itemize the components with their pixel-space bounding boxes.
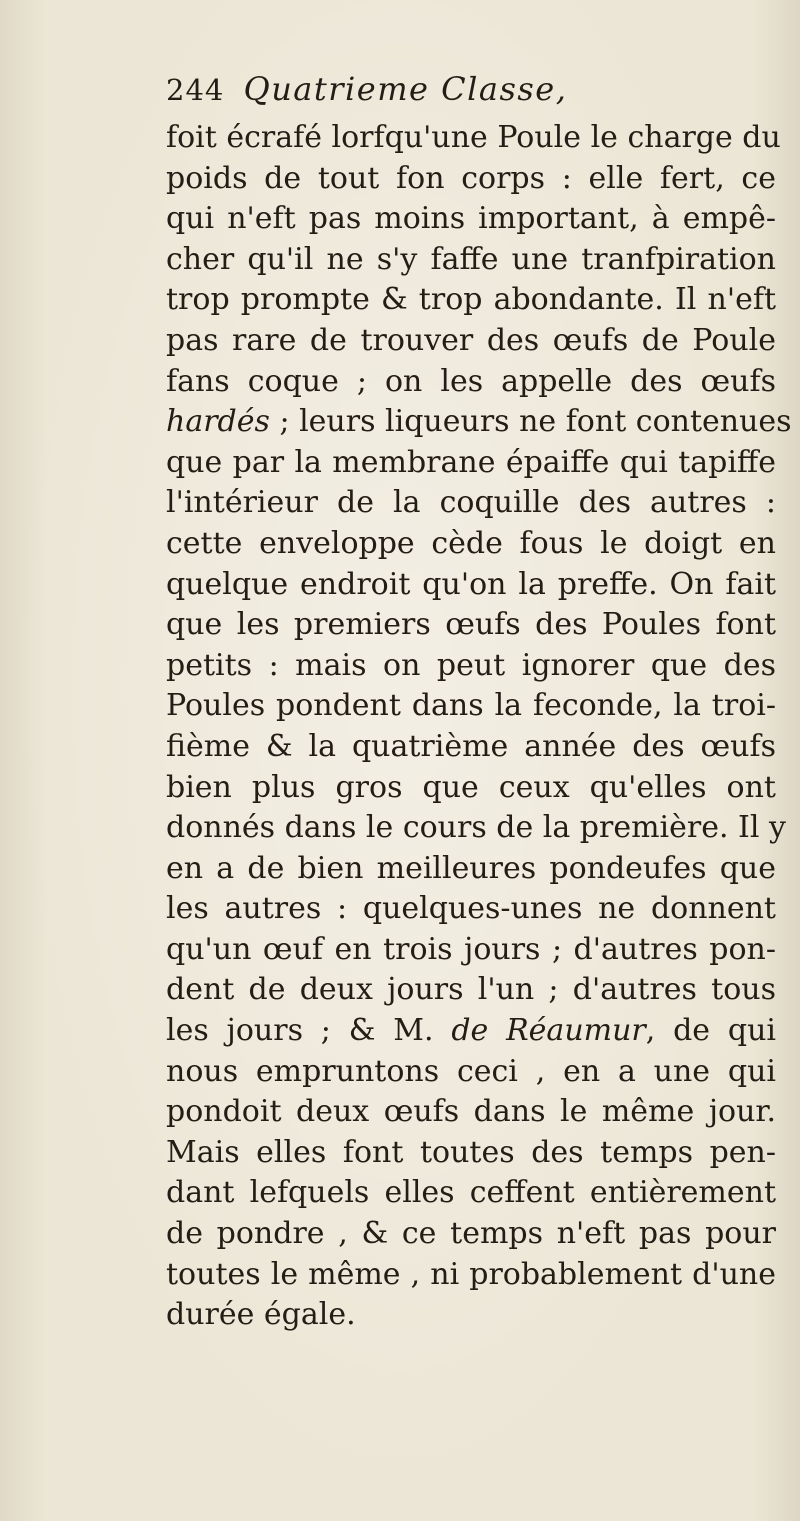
page-number: 244 bbox=[166, 73, 225, 107]
text-line: fans coque ; on les appelle des œufs bbox=[166, 363, 776, 399]
text-line: fième & la quatrième année des œufs bbox=[166, 728, 776, 764]
text-line: durée égale. bbox=[166, 1297, 356, 1333]
text-line: poids de tout fon corps : elle fert, ce bbox=[166, 160, 776, 196]
text-line: les jours ; & M. de Réaumur, de qui bbox=[166, 1013, 776, 1049]
text-line: qu'un œuf en trois jours ; d'autres pon- bbox=[166, 931, 776, 967]
text-line: en a de bien meilleures pondeufes que bbox=[166, 850, 776, 886]
text-line: pondoit deux œufs dans le même jour. bbox=[166, 1094, 776, 1130]
page-header bbox=[166, 70, 766, 112]
text-line: quelque endroit qu'on la preffe. On fait bbox=[166, 566, 776, 602]
text-line: que les premiers œufs des Poules font bbox=[166, 607, 776, 643]
italic-term: hardés bbox=[166, 404, 270, 440]
text-line: pas rare de trouver des œufs de Poule bbox=[166, 322, 776, 358]
text-line: l'intérieur de la coquille des autres : bbox=[166, 485, 776, 521]
text-line: qui n'eft pas moins important, à empê- bbox=[166, 201, 776, 237]
italic-name: de Réaumur bbox=[451, 1013, 646, 1049]
text-line: nous empruntons ceci , en a une qui bbox=[166, 1053, 776, 1089]
text-line: bien plus gros que ceux qu'elles ont bbox=[166, 769, 776, 805]
text-line: dant lefquels elles ceffent entièrement bbox=[166, 1175, 776, 1211]
body-text bbox=[166, 118, 792, 1336]
text-line: hardés ; leurs liqueurs ne font contenues bbox=[166, 404, 792, 440]
text-line: petits : mais on peut ignorer que des bbox=[166, 647, 776, 683]
text-line: cette enveloppe cède fous le doigt en bbox=[166, 525, 776, 561]
text-line: de pondre , & ce temps n'eft pas pour bbox=[166, 1216, 776, 1252]
text-line: les autres : quelques-unes ne donnent bbox=[166, 891, 776, 927]
text-line: foit écrafé lorfqu'une Poule le charge du bbox=[166, 120, 781, 155]
text-line: toutes le même , ni probablement d'une bbox=[166, 1256, 776, 1292]
text-line: trop prompte & trop abondante. Il n'eft bbox=[166, 282, 776, 318]
running-head: Quatrieme Classe, bbox=[243, 70, 568, 108]
text-line: cher qu'il ne s'y faffe une tranfpiration bbox=[166, 241, 776, 277]
text-line: que par la membrane épaiffe qui tapiffe bbox=[166, 444, 776, 480]
text-line: Mais elles font toutes des temps pen- bbox=[166, 1134, 776, 1170]
text-line: donnés dans le cours de la première. Il y bbox=[166, 810, 786, 846]
text-line: dent de deux jours l'un ; d'autres tous bbox=[166, 972, 776, 1008]
text-line: Poules pondent dans la feconde, la troi- bbox=[166, 688, 776, 724]
